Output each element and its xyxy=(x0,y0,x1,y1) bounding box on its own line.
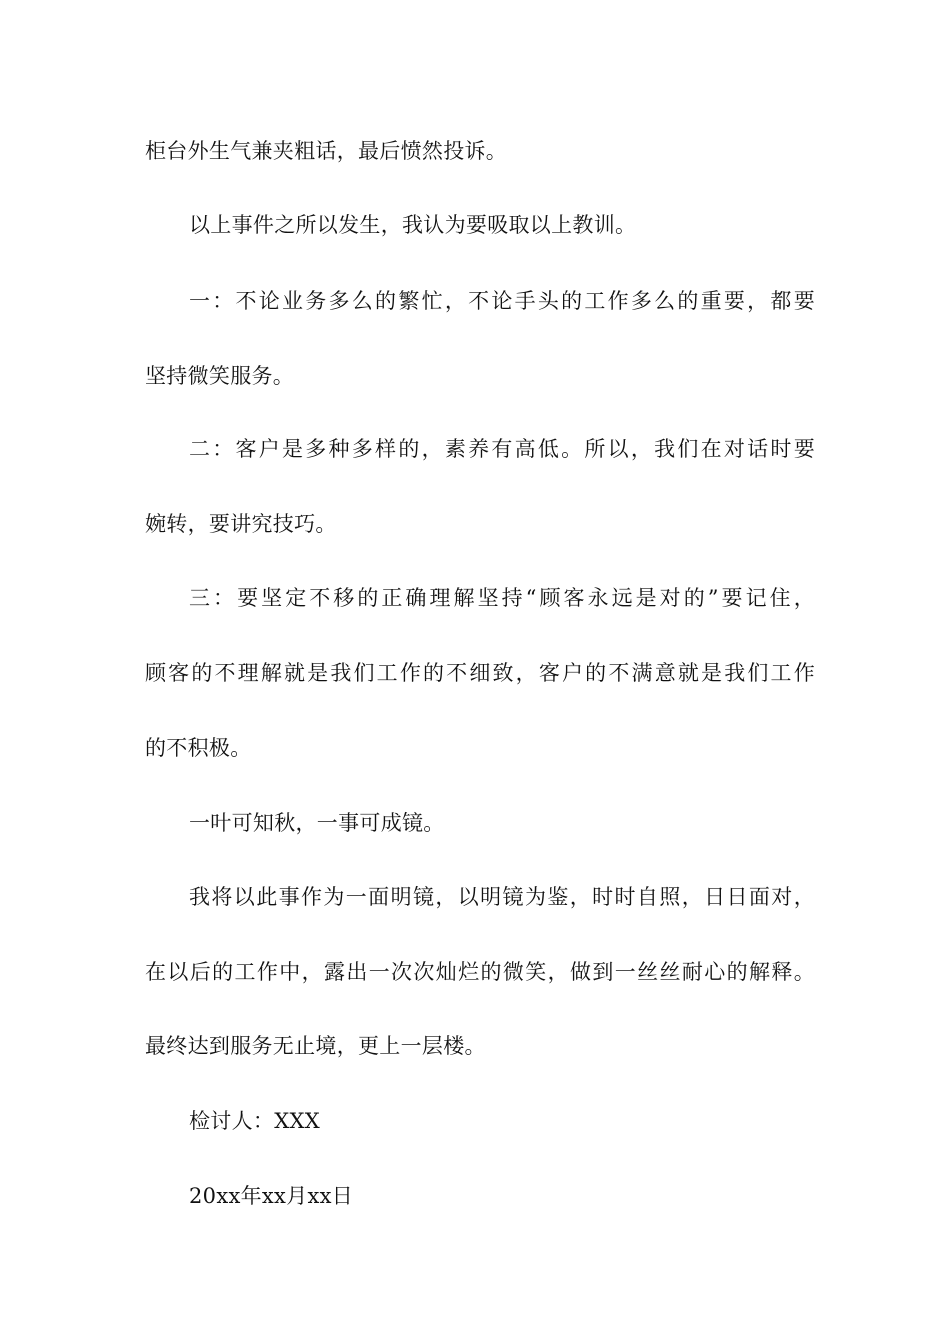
paragraph-line: 三：要坚定不移的正确理解坚持“顾客永远是对的”要记住， xyxy=(189,586,815,610)
paragraph-line: 二：客户是多种多样的，素养有高低。所以，我们在对话时要 xyxy=(189,437,815,461)
paragraph-line: 顾客的不理解就是我们工作的不细致，客户的不满意就是我们工作 xyxy=(145,661,815,685)
signature-line: 检讨人：XXX xyxy=(189,1109,320,1133)
paragraph-line: 坚持微笑服务。 xyxy=(145,364,295,388)
paragraph-line: 的不积极。 xyxy=(145,736,252,760)
paragraph-line: 一叶可知秋，一事可成镜。 xyxy=(189,811,445,835)
paragraph-line: 以上事件之所以发生，我认为要吸取以上教训。 xyxy=(189,213,637,237)
date-line: 20xx年xx月xx日 xyxy=(189,1184,354,1208)
paragraph-line: 在以后的工作中，露出一次次灿烂的微笑，做到一丝丝耐心的解释。 xyxy=(145,960,815,984)
paragraph-line: 柜台外生气兼夹粗话，最后愤然投诉。 xyxy=(145,139,508,163)
paragraph-line: 婉转，要讲究技巧。 xyxy=(145,512,337,536)
paragraph-line: 一：不论业务多么的繁忙，不论手头的工作多么的重要，都要 xyxy=(189,289,815,313)
paragraph-line: 最终达到服务无止境，更上一层楼。 xyxy=(145,1034,486,1058)
paragraph-line: 我将以此事作为一面明镜，以明镜为鉴，时时自照，日日面对， xyxy=(189,885,815,909)
